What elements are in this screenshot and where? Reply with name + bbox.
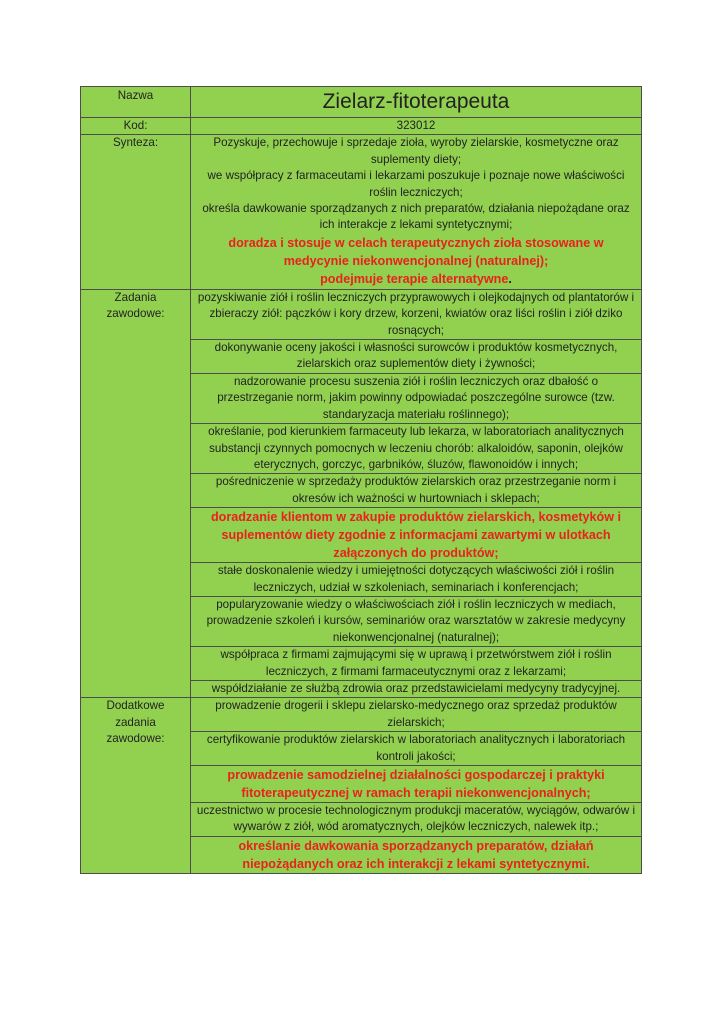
dodatkowe-section xyxy=(81,698,642,873)
zadania-item xyxy=(191,647,642,681)
synteza-row xyxy=(81,135,642,289)
code-label: Kod: xyxy=(81,118,191,135)
dodatkowe-item-text: uczestnictwo w procesie technologicznym produkcji maceratów, wyciągów, odwarów i wywarów z ziół, wód aromatycznych, olejków leczniczych, nalewek itp.; xyxy=(196,804,636,834)
zadania-item xyxy=(191,508,642,563)
synteza-highlight-text: podejmuje terapie alternatywne xyxy=(320,271,509,286)
code-row xyxy=(81,118,642,135)
zadania-item-text: pozyskiwanie ziół i roślin leczniczych przyprawowych i olejkodajnych od plantatorów i zbieraczy ziół: pączków i kory drzew, korzeni, kwiatów oraz liści roślin i ziół dziko rosnących; xyxy=(197,290,635,337)
dodatkowe-item xyxy=(191,836,642,873)
dodatkowe-label-line: zawodowe: xyxy=(106,732,165,746)
zadania-item-text: doradzanie klientom w zakupie produktów zielarskich, kosmetyków i suplementów diety zgodnie z informacjami zawartymi w ulotkach załączonych do produktów; xyxy=(210,510,622,561)
occupation-title: Zielarz-fitoterapeuta xyxy=(191,87,642,118)
zadania-row xyxy=(81,289,642,339)
dodatkowe-item xyxy=(191,732,642,766)
zadania-item-text: określanie, pod kierunkiem farmaceuty lub lekarza, w laboratoriach analitycznych substancji czynnych pomocnych w leczeniu chorób: alkaloidów, saponin, olejków eterycznych, gorczyc, garbników, śluzów, flawonoidów i innych; xyxy=(208,425,624,471)
zadania-item xyxy=(191,680,642,697)
dodatkowe-item xyxy=(191,803,642,837)
code-value: 323012 xyxy=(191,118,642,135)
zadania-item-text: dokonywanie oceny jakości i własności surowców i produktów kosmetycznych, zielarskich oraz suplementów diety i żywności; xyxy=(214,341,618,371)
zadania-item xyxy=(191,474,642,508)
dodatkowe-label-line: Dodatkowe xyxy=(106,699,165,713)
dodatkowe-item-text: certyfikowanie produktów zielarskich w laboratoriach analitycznych i laboratoriach kontroli jakości; xyxy=(206,733,626,763)
zadania-section xyxy=(81,289,642,698)
zadania-item xyxy=(191,424,642,474)
zadania-item xyxy=(191,373,642,423)
zadania-label-line: Zadania xyxy=(114,290,157,304)
zadania-item xyxy=(191,340,642,374)
synteza-line: Pozyskuje, przechowuje i sprzedaje zioła, wyroby zielarskie, kosmetyczne oraz suplementy diety; xyxy=(213,136,619,166)
synteza-highlight-line xyxy=(195,270,637,288)
zadania-item-text: nadzorowanie procesu suszenia ziół i roślin leczniczych oraz dbałość o przestrzeganie norm, jakim powinny odpowiadać poszczególne surowce (tzw. standaryzacja materiału roślinnego); xyxy=(217,374,615,421)
synteza-line: we współpracy z farmaceutami i lekarzami poszukuje i poznaje nowe właściwości roślin leczniczych; xyxy=(207,169,625,199)
zadania-label xyxy=(81,289,191,698)
synteza-highlight: doradza i stosuje w celach terapeutycznych zioła stosowane w medycynie niekonwencjonalnej (naturalnej); xyxy=(228,235,604,268)
zadania-item-text: współpraca z firmami zajmującymi się w uprawą i przetwórstwem ziół i roślin leczniczych, z firmami farmaceutycznymi oraz z lekarzami; xyxy=(220,648,612,678)
zadania-item-text: stałe doskonalenie wiedzy i umiejętności dotyczących właściwości ziół i roślin leczniczych, udział w szkoleniach, seminariach i konferencjach; xyxy=(217,564,615,594)
dodatkowe-row xyxy=(81,698,642,732)
zadania-item-text: pośredniczenie w sprzedaży produktów zielarskich oraz przestrzeganie norm i okresów ich ważności w hurtowniach i sklepach; xyxy=(215,475,617,505)
zadania-item-text: współdziałanie ze służbą zdrowia oraz przedstawicielami medycyny tradycyjnej. xyxy=(211,681,621,695)
name-row xyxy=(81,87,642,118)
synteza-content xyxy=(191,135,642,289)
dodatkowe-item-text: prowadzenie samodzielnej działalności gospodarczej i praktyki fitoterapeutycznej w ramach terapii niekonwencjonalnych; xyxy=(227,768,605,800)
zadania-label-line: zawodowe: xyxy=(106,307,165,321)
synteza-label: Synteza: xyxy=(81,135,191,289)
zadania-item-text: popularyzowanie wiedzy o właściwościach ziół i roślin leczniczych w mediach, prowadzenie szkoleń i kursów, seminariów oraz warsztatów w zakresie medycyny niekonwencjonalnej (naturalnej); xyxy=(206,597,626,644)
dodatkowe-item-text: prowadzenie drogerii i sklepu zielarsko-medycznego oraz sprzedaż produktów zielarskich; xyxy=(215,699,617,729)
zadania-item xyxy=(191,563,642,597)
dodatkowe-label xyxy=(81,698,191,873)
zadania-item xyxy=(191,596,642,646)
name-label: Nazwa xyxy=(81,87,191,118)
dodatkowe-label-line: zadania xyxy=(115,715,156,729)
synteza-line: określa dawkowanie sporządzanych z nich preparatów, działania niepożądane oraz ich interakcje z lekami syntetycznymi; xyxy=(202,202,630,232)
synteza-highlight-tail: . xyxy=(508,271,512,286)
dodatkowe-item xyxy=(191,698,642,732)
zadania-item xyxy=(191,289,642,339)
dodatkowe-item-text: określanie dawkowania sporządzanych preparatów, działań niepożądanych oraz ich interakcji z lekami syntetycznymi. xyxy=(238,838,594,871)
occupation-table xyxy=(80,86,642,874)
dodatkowe-item xyxy=(191,766,642,803)
